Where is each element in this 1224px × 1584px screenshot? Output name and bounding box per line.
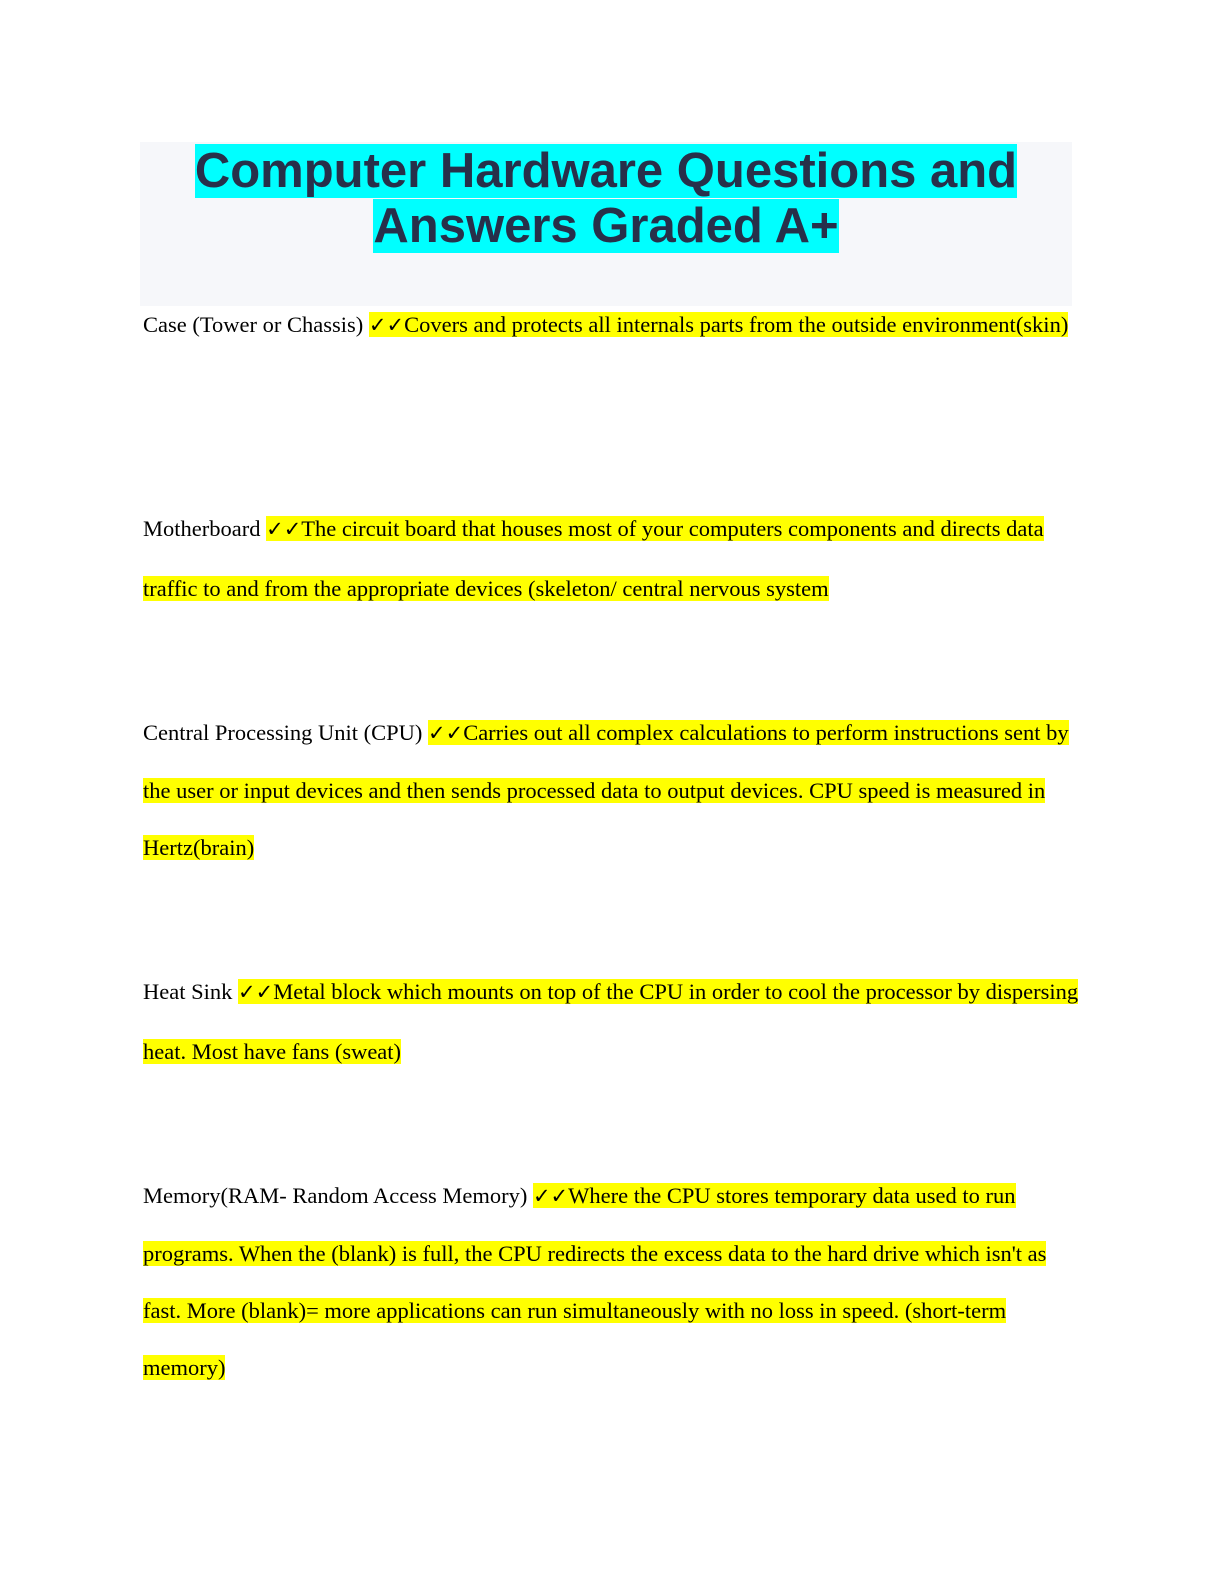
title-block: [140, 142, 1072, 306]
entry-motherboard: [143, 499, 1083, 618]
double-check-icon: ✓✓: [532, 1184, 569, 1208]
entry-answer: [143, 516, 1044, 601]
entry-heat-sink: [143, 962, 1083, 1081]
entry-term: Case (Tower or Chassis): [143, 312, 364, 337]
entry-term: Heat Sink: [143, 979, 233, 1004]
entry-answer: [143, 979, 1078, 1064]
entry-definition: Metal block which mounts on top of the CPU in order to cool the processor by dispersing heat. Most have fans (sweat): [143, 979, 1079, 1064]
entry-term: Central Processing Unit (CPU): [143, 720, 423, 745]
entry-answer: [369, 312, 1068, 337]
entry-memory: [143, 1167, 1083, 1396]
entry-term: Memory(RAM- Random Access Memory): [143, 1183, 528, 1208]
entry-case: [143, 295, 1083, 355]
double-check-icon: ✓✓: [238, 980, 274, 1004]
title-line-2: Answers Graded A+: [373, 199, 839, 253]
title-line-1: Computer Hardware Questions and: [194, 144, 1018, 198]
entry-definition: Where the CPU stores temporary data used to run programs. When the (blank) is full, the CPU redirects the excess data to the hard drive which isn't as fast. More (blank)= more applications can run simultaneously with no loss in speed. (short-term memory): [143, 1183, 1047, 1380]
entry-cpu: [143, 704, 1083, 876]
document-title: [140, 142, 1072, 254]
double-check-icon: ✓✓: [368, 313, 405, 337]
entry-answer: [143, 1183, 1046, 1380]
entry-definition: The circuit board that houses most of your computers components and directs data traffic to and from the appropriate devices (skeleton/ central nervous system: [143, 516, 1044, 601]
double-check-icon: ✓✓: [427, 721, 464, 745]
double-check-icon: ✓✓: [266, 517, 302, 541]
entry-definition: Carries out all complex calculations to perform instructions sent by the user or input devices and then sends processed data to output devices. CPU speed is measured in Hertz(brain): [143, 720, 1069, 860]
entry-definition: Covers and protects all internals parts from the outside environment(skin): [404, 312, 1069, 337]
entry-term: Motherboard: [143, 516, 261, 541]
